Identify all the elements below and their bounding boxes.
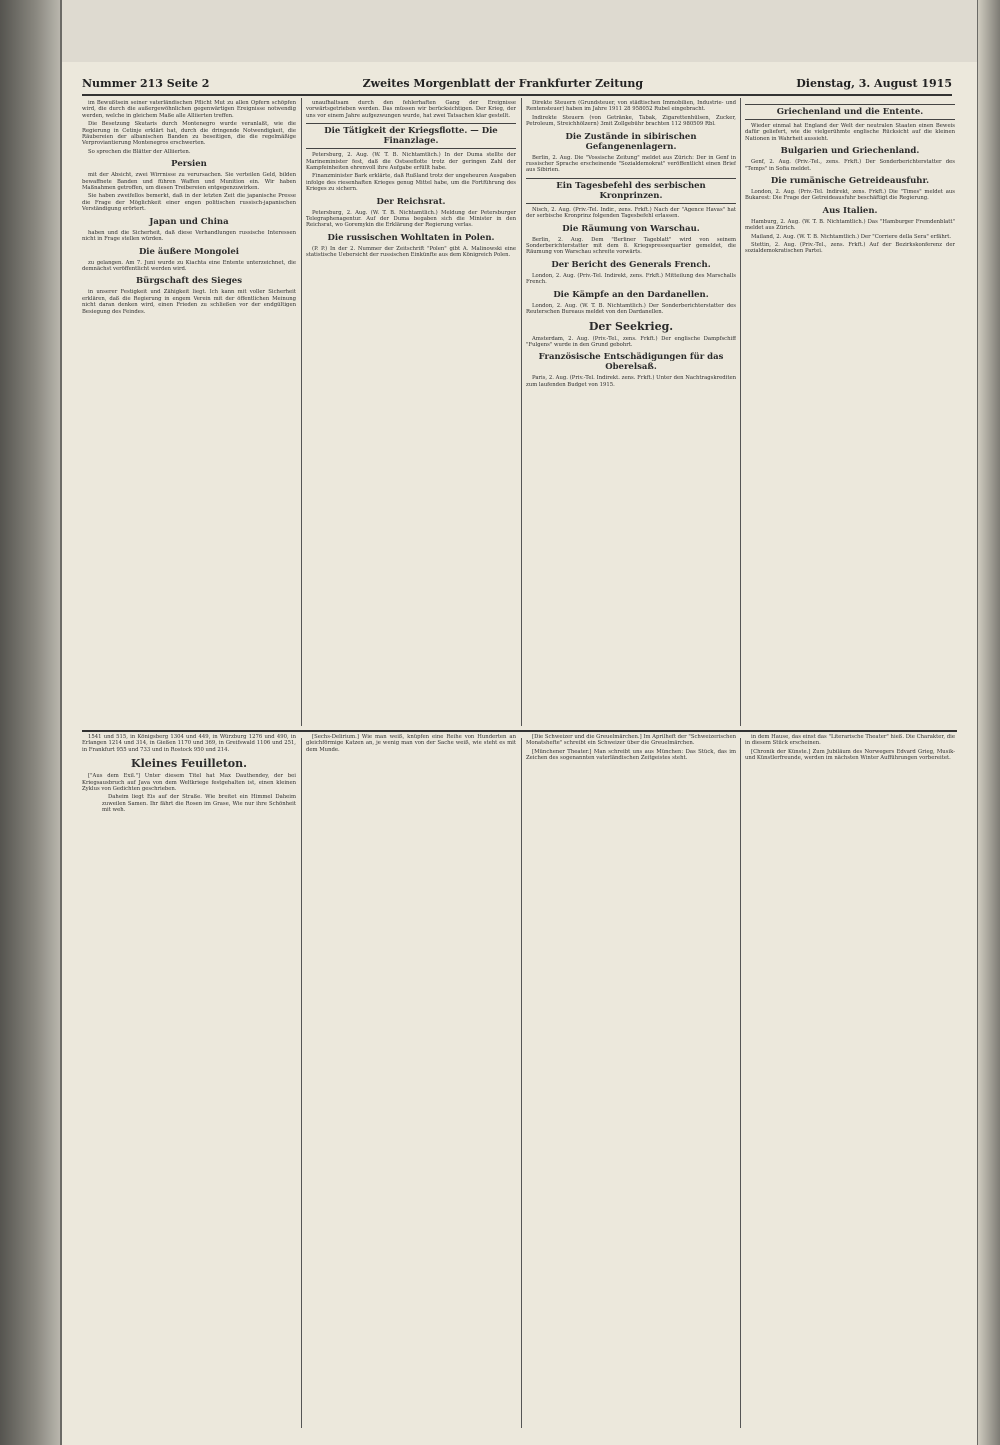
column-rule: [740, 738, 741, 1428]
section-heading: Bürgschaft des Sieges: [136, 276, 242, 287]
paragraph: [Die Schweizer und die Greuelmärchen.] Im Aprilheft der "Schweizerischen Monatshefte" schreibt ein Schweizer über die Greuelmärchen.: [526, 734, 736, 747]
newspaper-page: [62, 62, 977, 1445]
paragraph: [Münchener Theater.] Man schreibt uns aus München: Das Stück, das im Zeichen des sogenannten vaterländischen Zeitgeistes steht.: [526, 748, 736, 762]
section-heading: Die Räumung von Warschau.: [562, 223, 700, 234]
paragraph: [Chronik der Künste.] Zum Jubiläum des Norwegers Edvard Grieg, Musik- und Künstlerfreunde, werden im nächsten Winter Aufführungen vorbereitet.: [745, 748, 955, 762]
column-3: [526, 100, 736, 728]
paragraph: London, 2. Aug. (Priv.-Tel. Indirekt, zens. Frkft.) Mitteilung des Marschalls French.: [526, 272, 736, 286]
paragraph: Wieder einmal hat England der Welt der neutralen Staaten einen Beweis dafür geliefert, wie die vielgerühmte englische Rücksicht auf die kleinen Nationen in Wahrheit aussieht.: [745, 123, 955, 142]
paragraph: Indirekte Steuern (von Getränke, Tabak, Zigarettenhülsen, Zucker, Petroleum, Streichhölzern) 3mit Zollgebühr brachten 112 980509 Rbl.: [526, 114, 736, 128]
section-heading: Kleines Feuilleton.: [131, 757, 247, 771]
section-heading: Die äußere Mongolei: [138, 246, 240, 257]
paragraph: Stettin, 2. Aug. (Priv.-Tel., zens. Frkft.) Auf der Bezirkskonferenz der sozialdemokratischen Partei.: [745, 242, 955, 255]
paragraph: unaufhaltsam durch den fehlerhaften Gang der Ereignisse vorwärtsgetrieben werden. Das müssen wir berücksichtigen. Der Krieg, der uns vor einem Jahre aufgezwungen wurde, hat zwei Tatsachen klar gestellt.: [306, 100, 516, 119]
section-heading: Französische Entschädigungen für das Oberelsaß.: [538, 352, 724, 373]
paragraph: Direkte Steuern (Grundsteuer, von städtischen Immobilien, Industrie- und Rentensteuer) haben im Jahre 1911 28 958052 Rubel eingebracht.: [526, 100, 736, 113]
paragraph: Petersburg, 2. Aug. (W. T. B. Nichtamtlich.) Meldung der Petersburger Telegraphenagentur. Auf der Duma begaben sich die Minister in den Reichsrat, wo Goremykin die Erklärung der Regierung verlas.: [306, 209, 516, 229]
section-heading: Persien: [171, 159, 207, 170]
column-rule: [301, 738, 302, 1428]
feuilleton-column-1: [82, 734, 296, 1424]
paragraph: [Sechs-Delirium.] Wie man weiß, knüpfen eine Reihe von Hunderten an gleichförmige Katzen an, je wenig man von der Sache weiß, wie steht es mit dem Munde.: [306, 734, 516, 753]
section-heading: Aus Italien.: [822, 205, 878, 216]
feuilleton-column-3: [526, 734, 736, 1424]
paragraph: Berlin, 2. Aug. Die "Vossische Zeitung" meldet aus Zürich: Der in Genf in russischer Sprache erscheinende "Sozialdemokrat" veröffentlicht einen Brief aus Sibirien.: [526, 154, 736, 174]
column-rule: [521, 98, 522, 726]
section-heading: Japan und China: [149, 216, 229, 227]
section-heading: Bulgarien und Griechenland.: [780, 146, 920, 157]
section-heading: Der Reichsrat.: [376, 196, 446, 207]
paragraph: zu gelangen. Am 7. Juni wurde zu Kiachta eine Entente unterzeichnet, die demnächst veröffentlicht werden wird.: [82, 259, 296, 272]
paragraph: Finanzminister Bark erklärte, daß Rußland trotz der ungeheuren Ausgaben infolge des riesenhaften Krieges genug Mittel habe, um die Fortführung des Krieges zu sichern.: [306, 173, 516, 193]
paragraph: Sie haben zweifellos bemerkt, daß in der letzten Zeit die japanische Presse die Frage der Möglichkeit einer engen politischen russisch-japanischen Verständigung erörtert.: [82, 193, 296, 213]
feuilleton-column-2: [306, 734, 516, 1424]
paragraph: ["Aus dem Exil."] Unter diesem Titel hat Max Dauthendey, der bei Kriegsausbruch auf Java von dem Weltkriege festgehalten ist, einen kleinen Zyklus von Gedichten geschrieben.: [82, 773, 296, 793]
feuilleton-divider: [82, 730, 957, 732]
paragraph: Petersburg, 2. Aug. (W. T. B. Nichtamtlich.) In der Duma stellte der Marineminister fest, daß die Ostseeflotte trotz der geringen Zahl der Kampfeinheiten ehrenvoll ihre Aufgabe erfüllt habe.: [306, 152, 516, 172]
column-4: [745, 100, 955, 728]
section-heading: Ein Tagesbefehl des serbischen Kronprinzen.: [526, 178, 736, 204]
column-rule: [301, 98, 302, 726]
section-heading: Der Seekrieg.: [588, 319, 674, 333]
paragraph: Hamburg, 2. Aug. (W. T. B. Nichtamtlich.) Das "Hamburger Fremdenblatt" meldet aus Zürich.: [745, 218, 955, 232]
section-heading: Die russischen Wohltaten in Polen.: [327, 232, 495, 243]
issue-date: Dienstag, 3. August 1915: [796, 76, 952, 90]
section-heading: Die Zustände in sibirischen Gefangenenlagern.: [565, 131, 697, 152]
section-heading: Der Bericht des Generals French.: [551, 259, 711, 270]
column-rule: [521, 738, 522, 1428]
column-1: [82, 100, 296, 728]
paragraph: Genf, 2. Aug. (Priv.-Tel., zens. Frkft.) Der Sonderberichterstatter des "Temps" in Sofia meldet.: [745, 159, 955, 172]
section-heading: Die Tätigkeit der Kriegsflotte. — Die Finanzlage.: [306, 123, 516, 149]
paragraph: So sprechen die Blätter der Alliierten.: [88, 148, 191, 155]
section-heading: Griechenland und die Entente.: [745, 104, 955, 120]
paragraph: in unserer Festigkeit und Zähigkeit liegt. Ich kann mit voller Sicherheit erklären, daß die Regierung in engem Verein mit der öffentlichen Meinung nicht daran denken wird, einen Frieden zu schließen vor der endgültigen Besiegung des Feindes.: [82, 289, 296, 315]
paragraph: Paris, 2. Aug. (Priv.-Tel. Indirekt. zens. Frkft.) Unter den Nachtragskrediten zum laufenden Budget von 1915.: [526, 375, 736, 388]
paragraph: Berlin, 2. Aug. Dem "Berliner Tageblatt" wird von seinem Sonderberichterstatter mit dem 8. Kriegspressequartier gemeldet, die Räumung von Warschau schreite vorwärts.: [526, 236, 736, 256]
section-heading: Die Kämpfe an den Dardanellen.: [553, 289, 709, 300]
page-header: [82, 72, 952, 96]
column-2: [306, 100, 516, 728]
paragraph: Mailand, 2. Aug. (W. T. B. Nichtamtlich.) Der "Corriere della Sera" erfährt.: [751, 233, 952, 240]
newspaper-title: Zweites Morgenblatt der Frankfurter Zeitung: [362, 76, 644, 90]
paragraph: 1541 und 515, in Königsberg 1304 und 449, in Würzburg 1276 und 490, in Erlangen 1214 und 314, in Gießen 1170 und 369, in Greifswald 1106 und 251, in Frankfurt 955 und 733 und in Rostock 950 und 214.: [82, 734, 296, 753]
paragraph: Amsterdam, 2. Aug. (Priv.-Tel., zens. Frkft.) Der englische Dampfschiff "Fulgens" wurde in den Grund gebohrt.: [526, 335, 736, 348]
top-margin: [62, 0, 977, 62]
scan-gutter-left: [0, 0, 60, 1445]
feuilleton-column-4: [745, 734, 955, 1424]
paragraph: im Bewußtsein seiner vaterländischen Pflicht Mut zu allen Opfern schöpfen wird, die durch die außergewöhnlichen gegenwärtigen Ereignisse notwendig werden, welche in gleichem Maße alle Alliierten treffen.: [82, 100, 296, 119]
paragraph: mit der Absicht, zwei Wirrnisse zu verursachen. Sie verteilen Geld, bilden bewaffnete Banden und führen Waffen und Munition ein. Wir haben Maßnahmen getroffen, um diesen Treibereien entgegenzuwirken.: [82, 172, 296, 192]
paragraph: (P. P.) In der 2. Nummer der Zeitschrift "Polen" gibt A. Malinowski eine statistische Uebersicht der russischen Einkünfte aus dem Königreich Polen.: [306, 245, 516, 259]
paragraph: Die Besetzung Skutaris durch Montenegro wurde veranlaßt, wie die Regierung in Cetinje erklärt hat, durch die dringende Notwendigkeit, die Räubereien der albanischen Banden zu beseitigen, die die regelmäßige Verproviantierung Montenegros erschwerten.: [82, 121, 296, 147]
paragraph: Nisch, 2. Aug. (Priv.-Tel. Indir., zens. Frkft.) Nach der "Agence Havas" hat der serbische Kronprinz folgenden Tagesbefehl erlassen.: [526, 206, 736, 220]
paragraph: in dem Hause, das einst das "Literarische Theater" hieß. Die Charakter, die in diesem Stück erscheinen.: [745, 734, 955, 747]
column-rule: [740, 98, 741, 726]
scan-gutter-right: [978, 0, 1000, 1445]
paragraph: London, 2. Aug. (W. T. B. Nichtamtlich.) Der Sonderberichterstatter des Reuterschen Bureaus meldet von den Dardanellen.: [526, 302, 736, 316]
paragraph: London, 2. Aug. (Priv.-Tel. Indirekt, zens. Frkft.) Die "Times" meldet aus Bukarest: Die Frage der Getreideausfuhr beschäftigt die Regierung.: [745, 189, 955, 202]
poem: Daheim liegt Eis auf der Straße. Wie breitet ein Himmel Daheim zuweilen Samen. Ihr fährt die Rosen im Grase, Wie nur ihre Schönheit mit weh.: [102, 794, 296, 814]
paragraph: haben und die Sicherheit, daß diese Verhandlungen russische Interessen nicht in Frage stellen würden.: [82, 229, 296, 243]
issue-number: Nummer 213 Seite 2: [82, 76, 210, 90]
section-heading: Die rumänische Getreideausfuhr.: [770, 176, 930, 187]
